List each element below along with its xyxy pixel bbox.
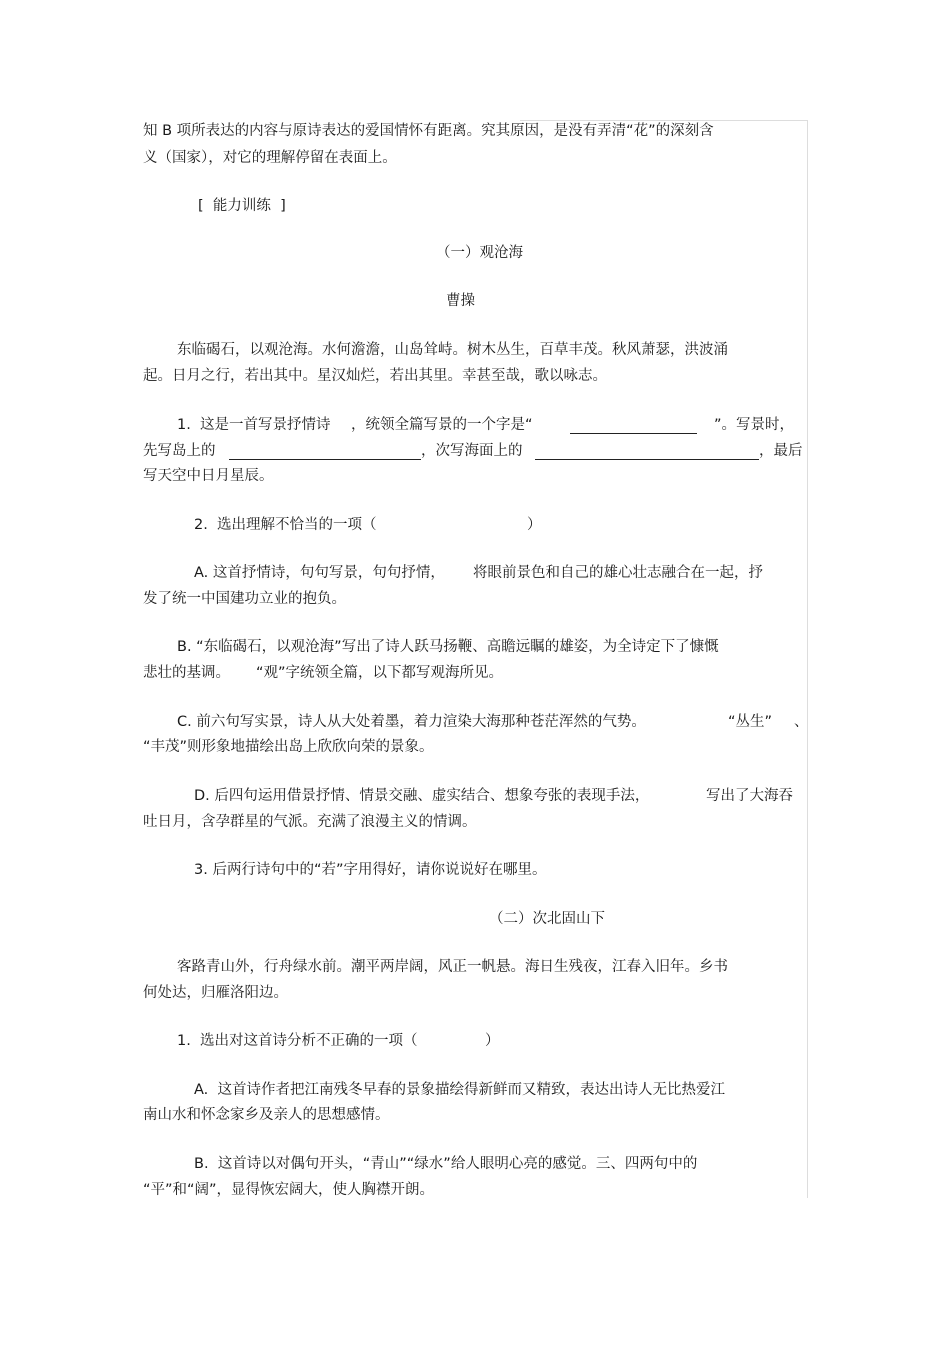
question-1-text: 1. 选出对这首诗分析不正确的一项（ — [177, 1033, 418, 1049]
answer-blank[interactable] — [535, 459, 759, 460]
option-b: 悲壮的基调。 — [143, 665, 230, 681]
paragraph-line: 义（国家），对它的理解停留在表面上。 — [143, 150, 397, 166]
paragraph-line: 知 B 项所表达的内容与原诗表达的爱国情怀有距离。究其原因，是没有弄清“花”的深刻含 — [143, 123, 714, 139]
poem-author: 曹操 — [446, 293, 475, 309]
question-1-text: 写天空中日月星辰。 — [143, 468, 274, 484]
answer-blank[interactable] — [229, 459, 421, 460]
option-a: A. 这首抒情诗，句句写景，句句抒情， — [194, 565, 445, 581]
option-b: B. “东临碣石，以观沧海”写出了诗人跃马扬鞭、高瞻远瞩的雄姿，为全诗定下了慷慨 — [177, 639, 719, 655]
option-c: 、 — [794, 714, 809, 730]
option-a: 将眼前景色和自己的雄心壮志融合在一起，抒 — [473, 565, 763, 581]
answer-blank[interactable] — [570, 433, 697, 434]
option-c: C. 前六句写实景，诗人从大处着墨，着力渲染大海那种苍茫浑然的气势。 — [177, 714, 646, 730]
poem-text-line: 何处达，归雁洛阳边。 — [143, 985, 288, 1001]
frame-top-border — [520, 120, 808, 121]
frame-right-border — [807, 120, 808, 1198]
question-1-text: 1. 这是一首写景抒情诗 — [177, 417, 331, 433]
option-b: “平”和“阔”，显得恢宏阔大，使人胸襟开朗。 — [143, 1182, 435, 1198]
section-label: [ 能力训练 ] — [198, 198, 286, 214]
option-d: D. 后四句运用借景抒情、情景交融、虚实结合、想象夸张的表现手法， — [194, 788, 650, 804]
option-d: 吐日月，含孕群星的气派。充满了浪漫主义的情调。 — [143, 814, 477, 830]
poem-title: （二）次北固山下 — [489, 911, 605, 927]
poem-text-line: 起。日月之行，若出其中。星汉灿烂，若出其里。幸甚至哉，歌以咏志。 — [143, 368, 607, 384]
poem-title: （一）观沧海 — [436, 245, 523, 261]
option-b: B. 这首诗以对偶句开头，“青山”“绿水”给人眼明心亮的感觉。三、四两句中的 — [194, 1156, 698, 1172]
poem-text-line: 东临碣石，以观沧海。水何澹澹，山岛耸峙。树木丛生，百草丰茂。秋风萧瑟，洪波涌 — [177, 342, 728, 358]
option-a: 发了统一中国建功立业的抱负。 — [143, 591, 346, 607]
option-d: 写出了大海吞 — [706, 788, 793, 804]
question-1-text: ，次写海面上的 — [421, 443, 523, 459]
option-a: A. 这首诗作者把江南残冬早春的景象描绘得新鲜而又精致，表达出诗人无比热爱江 — [194, 1082, 725, 1098]
option-c: “丰茂”则形象地描绘出岛上欣欣向荣的景象。 — [143, 739, 434, 755]
option-c: “丛生” — [728, 714, 773, 730]
question-1-text: ，统领全篇写景的一个字是“ — [351, 417, 533, 433]
question-1-text: ，最后 — [759, 443, 803, 459]
question-2-text: 2. 选出理解不恰当的一项（ — [194, 517, 377, 533]
question-2-text: ） — [527, 517, 542, 533]
option-a: 南山水和怀念家乡及亲人的思想感情。 — [143, 1107, 390, 1123]
question-1-text: 先写岛上的 — [143, 443, 216, 459]
question-1-text: ”。写景时， — [714, 417, 795, 433]
question-3-text: 3. 后两行诗句中的“若”字用得好，请你说说好在哪里。 — [194, 862, 547, 878]
poem-text-line: 客路青山外，行舟绿水前。潮平两岸阔，风正一帆悬。海日生残夜，江春入旧年。乡书 — [177, 959, 728, 975]
option-b: “观”字统领全篇，以下都写观海所见。 — [256, 665, 504, 681]
question-1-text: ） — [485, 1033, 500, 1049]
